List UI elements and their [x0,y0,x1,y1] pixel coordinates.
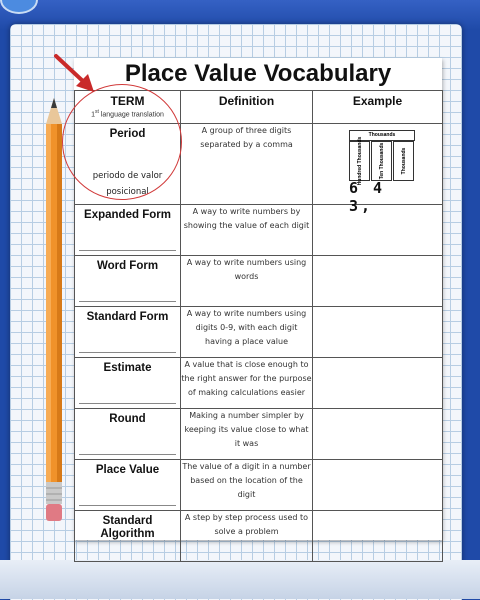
example-cell [313,358,443,409]
header-term-sub: 1st language translation [91,109,164,119]
red-arrow-icon [52,52,98,94]
notebook-bottom-edge [0,560,480,599]
example-cell [313,256,443,307]
example-cell [313,205,443,256]
table-row [75,409,443,460]
example-cell [313,511,443,562]
definition-cell: A way to write numbers using words [181,256,313,307]
term-name: Period [109,128,146,140]
term-translation: periodo de valor posicional [92,171,163,197]
table-row [75,511,443,562]
page-title: Place Value Vocabulary [124,60,392,87]
table-row [75,205,443,256]
table-row [75,460,443,511]
header-example: Example [313,91,443,124]
definition-cell: A step by step process used to solve a problem [181,511,313,562]
term-cell: Expanded Form [75,205,181,256]
place-value-digits: 6 4 3, [349,179,386,215]
term-cell: Word Form [75,256,181,307]
table-row [75,307,443,358]
definition-cell: A group of three digits separated by a comma [181,124,313,205]
place-value-chart [349,130,413,215]
example-cell [313,409,443,460]
definition-cell: A way to write numbers by showing the value of each digit [181,205,313,256]
example-cell [313,124,443,215]
header-term-label: TERM [110,94,145,108]
example-cell [313,460,443,511]
definition-cell: A way to write numbers using digits 0-9, with each digit having a place value [181,307,313,358]
red-highlight-oval [62,84,182,200]
place-value-group-label: Thousands [349,130,415,141]
term-cell: Round [75,409,181,460]
place-value-column: Ten Thousands [371,141,392,181]
term-cell: Place Value [75,460,181,511]
definition-cell: Making a number simpler by keeping its value close to what it was [181,409,313,460]
table-row [75,358,443,409]
pencil-icon [42,98,66,523]
definition-cell: A value that is close enough to the right answer for the purpose of making calculations easier [181,358,313,409]
table-row [75,256,443,307]
term-cell: Standard Form [75,307,181,358]
place-value-column: Hundred Thousands [349,141,370,181]
definition-cell: The value of a digit in a number based on the location of the digit [181,460,313,511]
term-cell: Estimate [75,358,181,409]
example-cell [313,307,443,358]
place-value-column: Thousands [393,141,414,181]
term-cell: Standard Algorithm [75,511,181,562]
header-definition: Definition [181,91,313,124]
